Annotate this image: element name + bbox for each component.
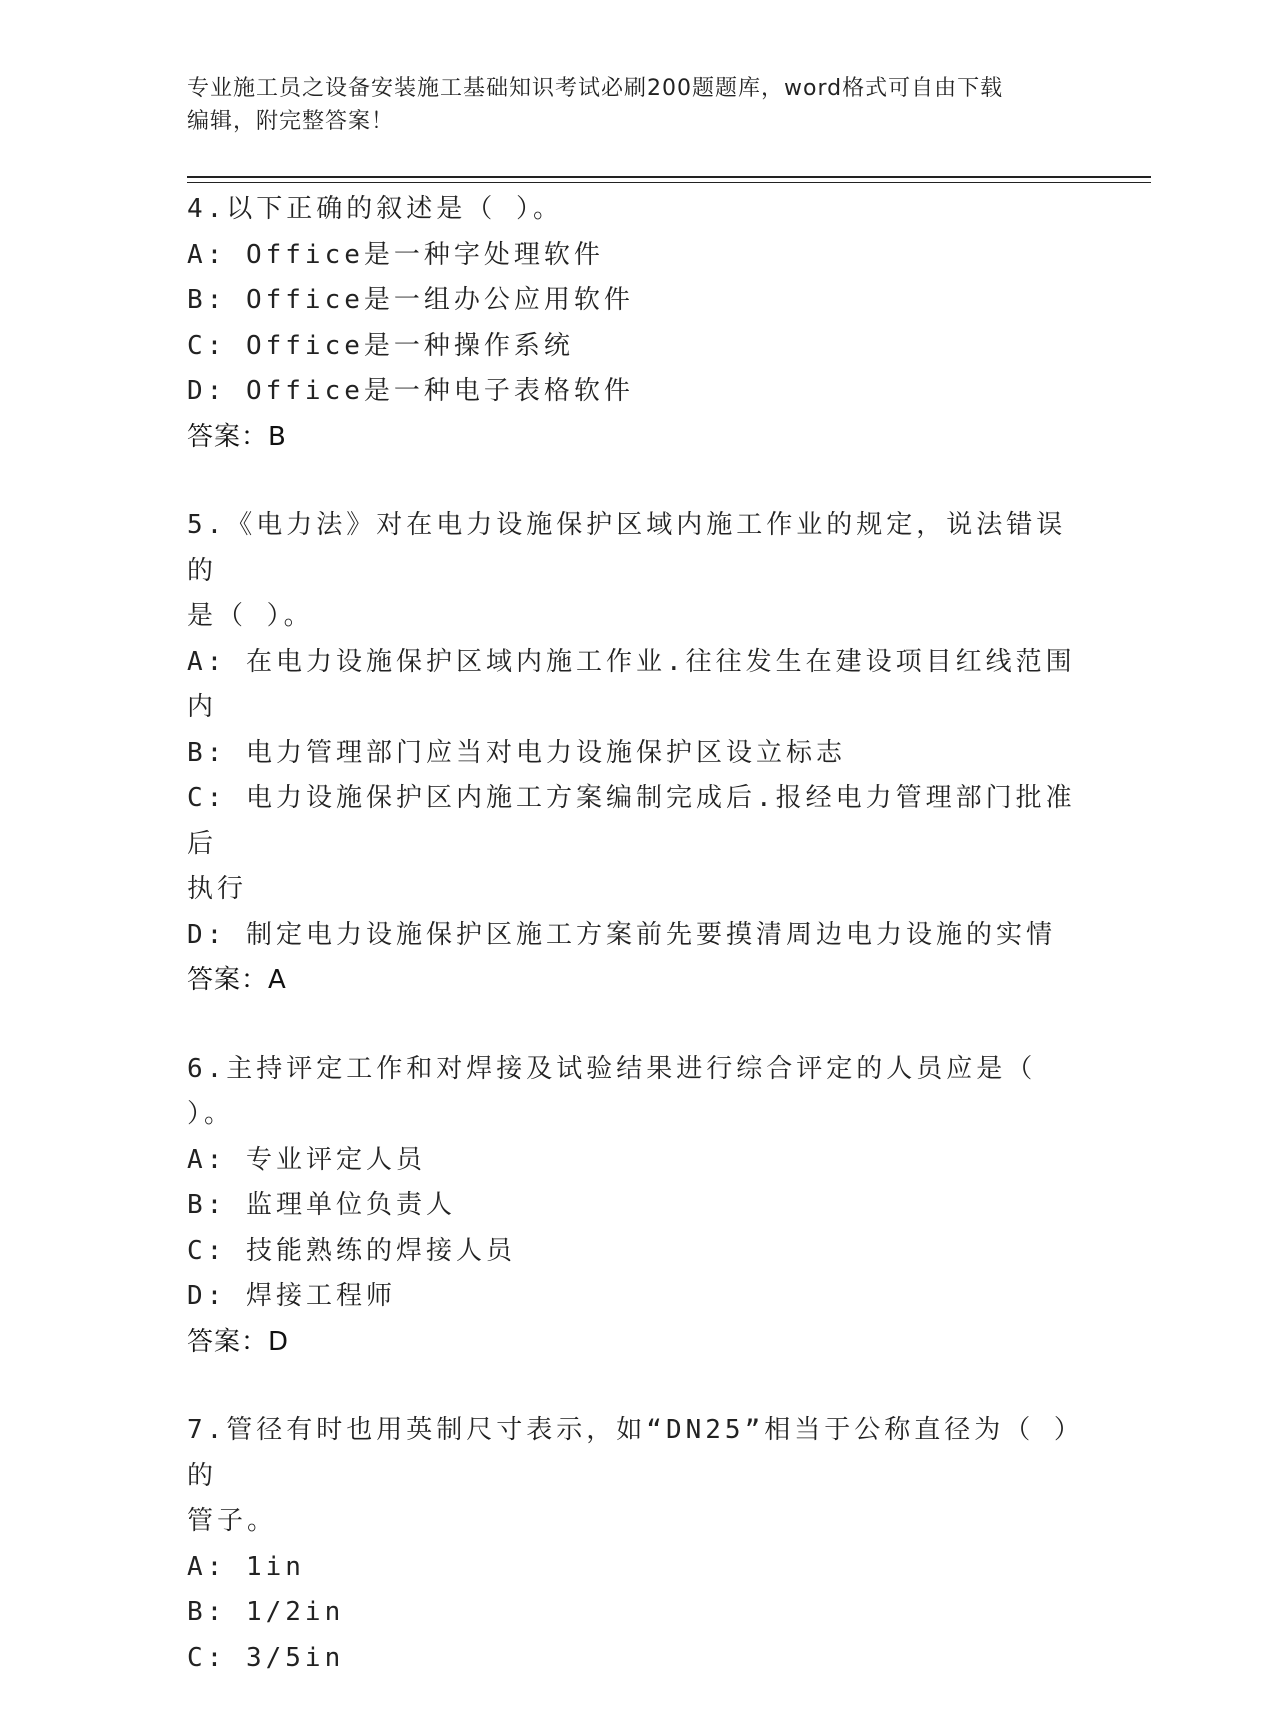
option-c: C: Office是一种操作系统 (187, 330, 574, 361)
answer: 答案：A (187, 965, 287, 995)
answer: 答案：D (187, 1326, 290, 1357)
option-c-continued: 执行 (187, 874, 248, 904)
option-a: A: 专业评定人员 (187, 1144, 426, 1175)
document-header (187, 72, 1087, 138)
option-d: D: Office是一种电子表格软件 (187, 376, 634, 406)
option-d: D: 制定电力设施保护区施工方案前先要摸清周边电力设施的实情 (187, 919, 1056, 950)
option-b: B: 1/2in (187, 1597, 345, 1627)
header-divider-thick (187, 176, 1151, 178)
option-b: B: 电力管理部门应当对电力设施保护区设立标志 (187, 737, 846, 768)
question-4 (187, 187, 1087, 460)
header-line-1: 专业施工员之设备安装施工基础知识考试必刷200题题库，word格式可自由下载 (187, 76, 1004, 101)
question-stem-continued: 管子。 (187, 1506, 278, 1536)
option-a: A: 1in (187, 1551, 305, 1582)
option-d: D: 焊接工程师 (187, 1281, 396, 1311)
question-7 (187, 1408, 1087, 1681)
option-c: C: 3/5in (187, 1642, 345, 1673)
option-c: C: 技能熟练的焊接人员 (187, 1235, 516, 1266)
header-divider-thin (187, 182, 1151, 183)
question-stem: 7.管径有时也用英制尺寸表示，如“DN25”相当于公称直径为（ ）的 (187, 1415, 1084, 1491)
question-stem-continued: 是（ ）。 (187, 601, 314, 631)
option-b: B: Office是一组办公应用软件 (187, 285, 634, 315)
header-line-2: 编辑，附完整答案！ (187, 109, 395, 134)
question-6 (187, 1047, 1087, 1366)
question-5 (187, 503, 1087, 1004)
question-list (187, 187, 1087, 1724)
option-c: C: 电力设施保护区内施工方案编制完成后.报经电力管理部门批准后 (187, 783, 1076, 859)
question-stem: 4.以下正确的叙述是（ ）。 (187, 194, 563, 224)
question-stem: 6.主持评定工作和对焊接及试验结果进行综合评定的人员应是（ ）。 (187, 1053, 1037, 1129)
answer: 答案：B (187, 421, 287, 452)
option-a: A: Office是一种字处理软件 (187, 239, 604, 270)
option-a: A: 在电力设施保护区域内施工作业.往往发生在建设项目红线范围内 (187, 646, 1076, 722)
option-b: B: 监理单位负责人 (187, 1190, 456, 1220)
question-stem: 5.《电力法》对在电力设施保护区域内施工作业的规定，说法错误的 (187, 510, 1067, 586)
